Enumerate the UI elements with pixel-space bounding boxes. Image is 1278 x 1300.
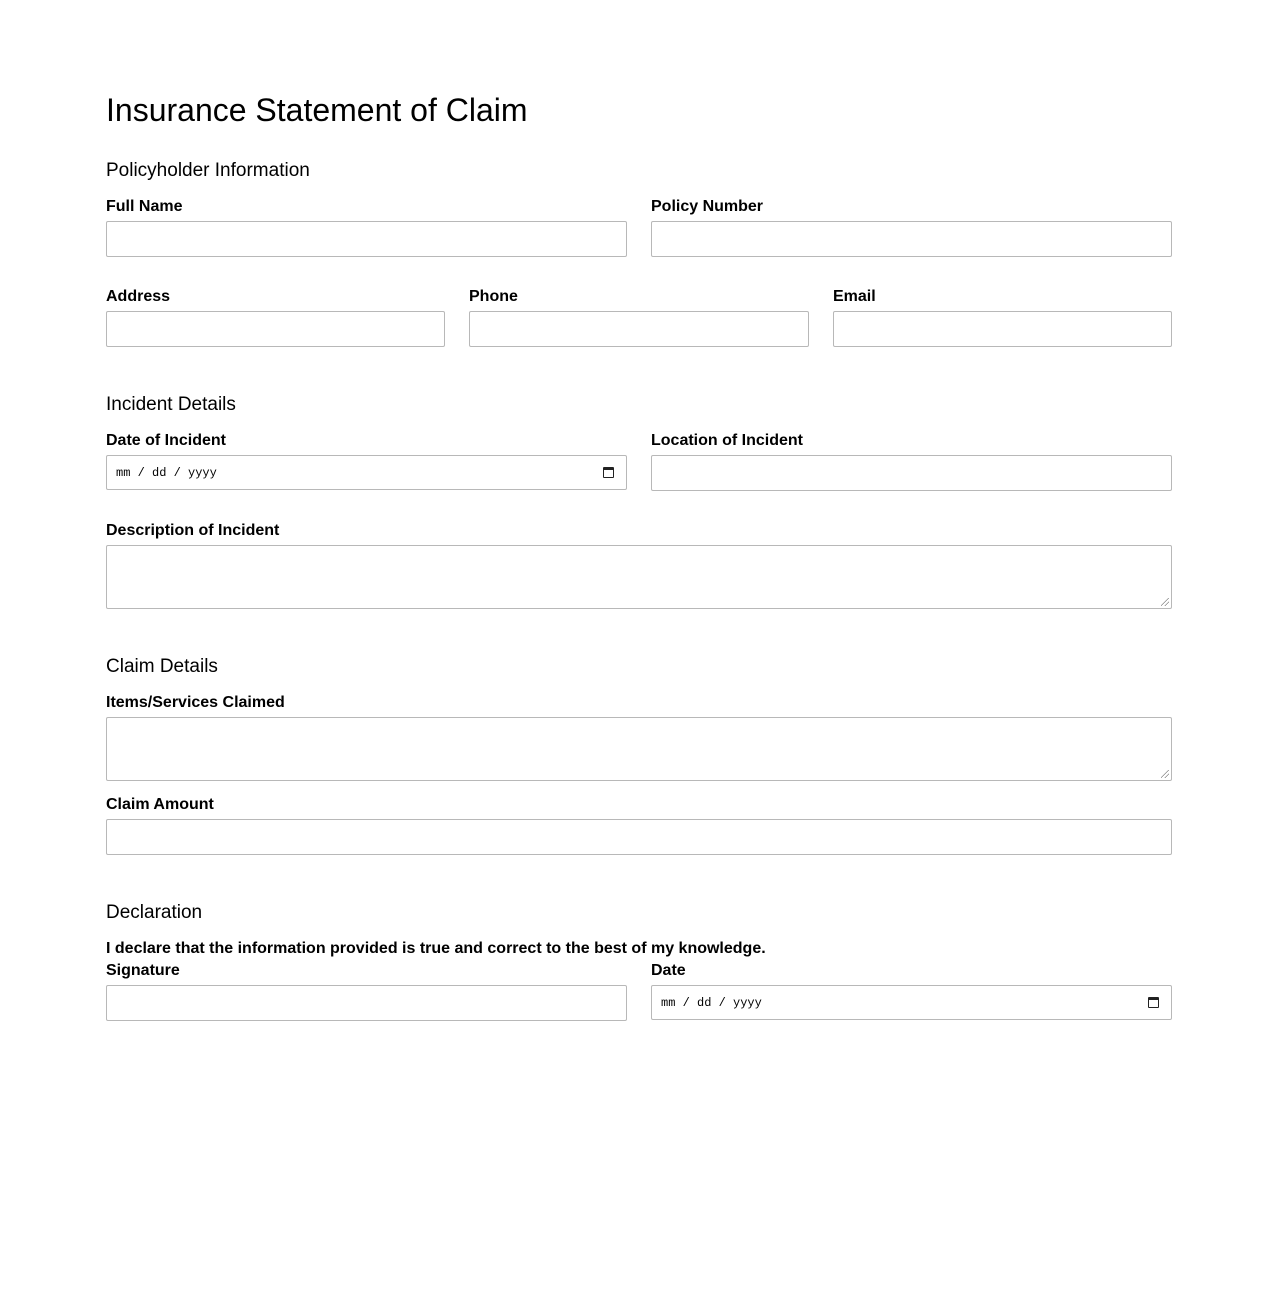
email-label: Email — [833, 288, 876, 305]
items-claimed-label: Items/Services Claimed — [106, 694, 285, 711]
incident-location-input[interactable] — [651, 455, 1172, 491]
policy-number-label: Policy Number — [651, 198, 764, 215]
resize-handle-icon[interactable] — [1161, 770, 1169, 778]
incident-date-placeholder: mm / dd / yyyy — [116, 466, 217, 480]
address-label: Address — [106, 288, 171, 305]
full-name-input[interactable] — [106, 221, 627, 257]
calendar-icon[interactable] — [603, 467, 614, 478]
signature-label: Signature — [106, 962, 180, 979]
section-title-claim: Claim Details — [106, 656, 218, 677]
declaration-statement: I declare that the information provided is true and correct to the best of my knowledge. — [106, 940, 766, 957]
phone-label: Phone — [469, 288, 518, 305]
incident-description-label: Description of Incident — [106, 522, 280, 539]
declaration-date-placeholder: mm / dd / yyyy — [661, 996, 762, 1010]
phone-input[interactable] — [469, 311, 809, 347]
address-input[interactable] — [106, 311, 445, 347]
incident-date-input[interactable] — [106, 455, 627, 490]
claim-amount-input[interactable] — [106, 819, 1172, 855]
section-title-incident: Incident Details — [106, 394, 236, 415]
declaration-date-label: Date — [651, 962, 686, 979]
section-title-declaration: Declaration — [106, 902, 203, 923]
items-claimed-textarea[interactable] — [106, 717, 1172, 781]
full-name-label: Full Name — [106, 198, 183, 215]
policy-number-input[interactable] — [651, 221, 1172, 257]
resize-handle-icon[interactable] — [1161, 598, 1169, 606]
incident-description-textarea[interactable] — [106, 545, 1172, 609]
section-title-policyholder: Policyholder Information — [106, 160, 310, 181]
incident-date-label: Date of Incident — [106, 432, 227, 449]
incident-location-label: Location of Incident — [651, 432, 803, 449]
claim-amount-label: Claim Amount — [106, 796, 214, 813]
page-title: Insurance Statement of Claim — [106, 92, 528, 128]
email-input[interactable] — [833, 311, 1172, 347]
signature-input[interactable] — [106, 985, 627, 1021]
calendar-icon[interactable] — [1148, 997, 1159, 1008]
declaration-date-input[interactable] — [651, 985, 1172, 1020]
